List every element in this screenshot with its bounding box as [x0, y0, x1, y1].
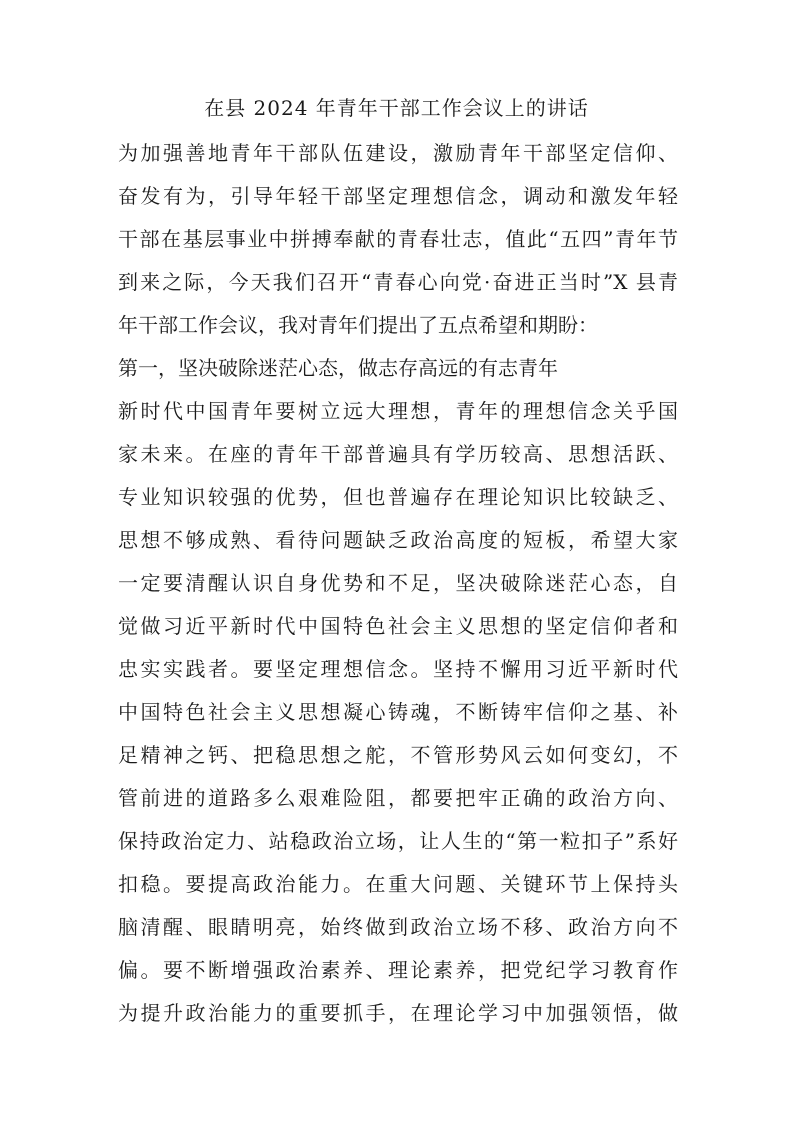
body-line-1: 为加强善地青年干部队伍建设，激励青年干部坚定信仰、: [118, 141, 678, 165]
body-line-14: 中国特色社会主义思想凝心铸魂，不断铸牢信仰之基、补: [118, 700, 678, 724]
body-line-20: 偏。要不断增强政治素养、理论素养，把党纪学习教育作: [118, 958, 678, 982]
body-line-21: 为提升政治能力的重要抓手，在理论学习中加强领悟，做: [118, 1001, 678, 1025]
body-line-11: 一定要清醒认识自身优势和不足，坚决破除迷茫心态，自: [118, 571, 678, 595]
body-line-4: 到来之际，今天我们召开“青春心向党·奋进正当时”X 县青: [118, 270, 678, 294]
body-line-5: 年干部工作会议，我对青年们提出了五点希望和期盼：: [118, 313, 598, 337]
body-line-10: 思想不够成熟、看待问题缺乏政治高度的短板，希望大家: [118, 528, 678, 552]
section-heading-1: 第一，坚决破除迷茫心态，做志存高远的有志青年: [118, 356, 558, 380]
body-line-9: 专业知识较强的优势，但也普遍存在理论知识比较缺乏、: [118, 485, 678, 509]
document-title: 在县 2024 年青年干部工作会议上的讲话: [204, 96, 589, 120]
body-line-12: 觉做习近平新时代中国特色社会主义思想的坚定信仰者和: [118, 614, 678, 638]
body-line-7: 新时代中国青年要树立远大理想，青年的理想信念关乎国: [118, 399, 678, 423]
body-line-3: 干部在基层事业中拼搏奉献的青春壮志，值此“五四”青年节: [118, 227, 678, 251]
body-line-15: 足精神之钙、把稳思想之舵，不管形势风云如何变幻，不: [118, 743, 678, 767]
body-line-18: 扣稳。要提高政治能力。在重大问题、关键环节上保持头: [118, 872, 678, 896]
body-line-2: 奋发有为，引导年轻干部坚定理想信念，调动和激发年轻: [118, 184, 678, 208]
body-line-13: 忠实实践者。要坚定理想信念。坚持不懈用习近平新时代: [118, 657, 678, 681]
body-line-17: 保持政治定力、站稳政治立场，让人生的“第一粒扣子”系好: [118, 829, 678, 853]
body-line-8: 家未来。在座的青年干部普遍具有学历较高、思想活跃、: [118, 442, 678, 466]
body-line-16: 管前进的道路多么艰难险阻，都要把牢正确的政治方向、: [118, 786, 678, 810]
body-line-19: 脑清醒、眼睛明亮，始终做到政治立场不移、政治方向不: [118, 915, 678, 939]
